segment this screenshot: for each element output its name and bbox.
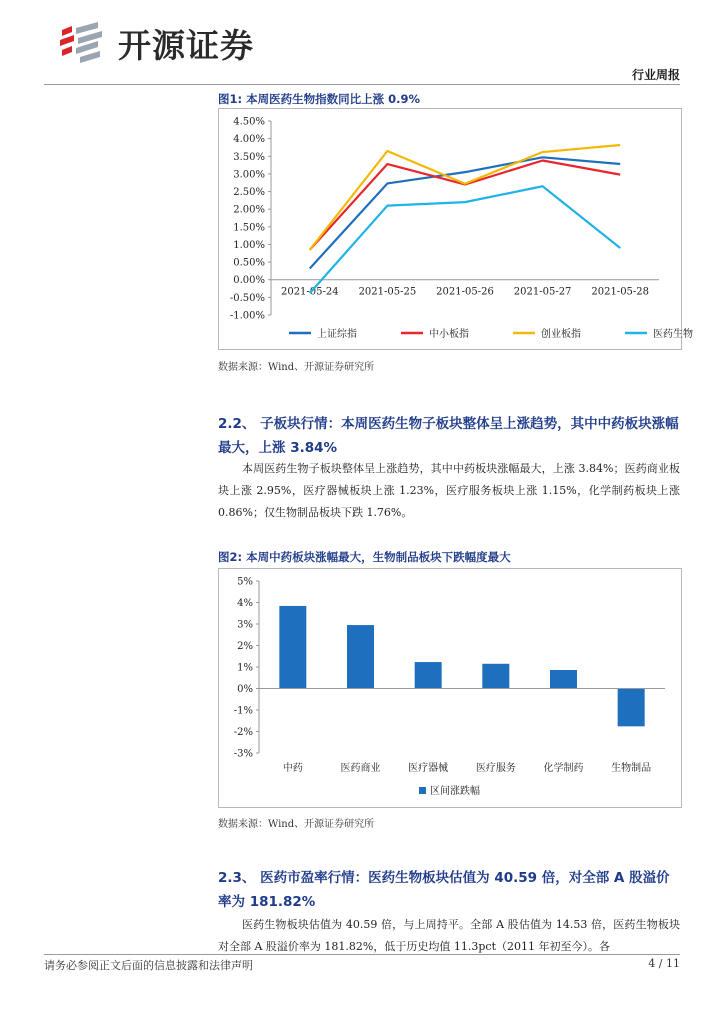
bar (347, 625, 374, 688)
section-2-3-paragraph: 医药生物板块估值为 40.59 倍，与上周持平。全部 A 股估值为 14.53 倍，医药生物板块对全部 A 股溢价率为 181.82%，低于历史均值 11.3pct（2011 年初至今）。各 (218, 918, 680, 953)
x-tick-label: 医药商业 (340, 763, 381, 774)
x-tick-label: 2021-05-26 (436, 286, 494, 298)
figure2-source: 数据来源：Wind、开源证券研究所 (218, 819, 375, 830)
y-tick-label: 0% (237, 684, 253, 695)
y-tick-label: 2.00% (233, 204, 265, 216)
logo-mark-icon (60, 22, 102, 63)
x-tick-label: 2021-05-24 (280, 286, 339, 298)
bar (482, 664, 509, 689)
logo-text: 开源证券 (118, 26, 254, 65)
x-tick-label: 2021-05-27 (513, 286, 572, 298)
figure2-title: 图2: 本周中药板块涨幅最大，生物制品板块下跌幅度最大 (218, 550, 511, 564)
footer-disclaimer: 请务必参阅正文后面的信息披露和法律声明 (44, 959, 253, 972)
x-tick-label: 化学制药 (543, 763, 584, 774)
figure1-chart-frame (218, 108, 693, 350)
header-divider (44, 84, 680, 85)
x-tick-label: 生物制品 (611, 763, 652, 774)
series-line (310, 161, 620, 250)
y-tick-label: 1% (237, 662, 253, 674)
y-tick-label: -0.50% (229, 292, 265, 304)
y-tick-label: 4.50% (233, 116, 265, 128)
section-2-2-title: 2.2、 子板块行情：本周医药生物子板块整体呈上涨趋势，其中中药板块涨幅最大，上涨 3.84% (218, 416, 679, 456)
y-tick-label: 2% (237, 641, 253, 652)
footer-divider (44, 954, 680, 955)
legend-label: 中小板指 (429, 329, 469, 340)
y-tick-label: -1.00% (229, 310, 265, 322)
y-tick-label: 0.50% (233, 257, 265, 269)
report-type-label: 行业周报 (631, 68, 680, 82)
y-tick-label: 1.00% (233, 239, 265, 251)
legend-label: 区间涨跌幅 (430, 786, 480, 797)
series-line (310, 186, 620, 293)
line-chart (219, 109, 693, 349)
y-tick-label: -2% (233, 727, 253, 738)
y-tick-label: 3.00% (233, 169, 265, 181)
legend-label: 创业板指 (541, 329, 581, 340)
section-2-2-paragraph: 本周医药生物子板块整体呈上涨趋势，其中中药板块涨幅最大，上涨 3.84%；医药商业板块上涨 2.95%，医疗器械板块上涨 1.23%，医疗服务板块上涨 1.15%，化学制药板块上涨 0.86%；仅生物制品板块下跌 1.76%。 (218, 462, 680, 519)
figure1-title: 图1: 本周医药生物指数同比上涨 0.9% (218, 92, 421, 106)
y-tick-label: 4.00% (233, 134, 265, 146)
x-tick-label: 医疗服务 (475, 763, 516, 774)
legend-swatch (419, 787, 426, 794)
section-2-3-title: 2.3、 医药市盈率行情：医药生物板块估值为 40.59 倍，对全部 A 股溢价率为 181.82% (218, 870, 670, 910)
bar (550, 670, 577, 688)
y-tick-label: 3% (237, 619, 253, 631)
y-tick-label: -1% (233, 705, 253, 717)
bar (415, 662, 442, 688)
x-tick-label: 2021-05-28 (591, 286, 650, 298)
y-tick-label: 1.50% (233, 222, 265, 234)
y-tick-label: 5% (237, 576, 253, 588)
page-number: 4 / 11 (648, 957, 680, 970)
y-tick-label: -3% (233, 748, 253, 760)
y-tick-label: 0.00% (233, 275, 265, 287)
legend-label: 上证综指 (317, 329, 357, 340)
x-tick-label: 2021-05-25 (358, 286, 417, 298)
series-line (310, 157, 620, 268)
x-tick-label: 医疗器械 (408, 763, 449, 774)
bar-chart (219, 569, 681, 807)
y-tick-label: 3.50% (233, 151, 265, 163)
x-tick-label: 中药 (282, 763, 303, 774)
bar (618, 689, 645, 727)
bar (279, 606, 306, 689)
legend-label: 医药生物 (653, 329, 693, 340)
y-tick-label: 2.50% (233, 187, 265, 199)
figure2-chart-frame (218, 568, 682, 808)
figure1-source: 数据来源：Wind、开源证券研究所 (218, 362, 375, 373)
y-tick-label: 4% (237, 598, 253, 609)
